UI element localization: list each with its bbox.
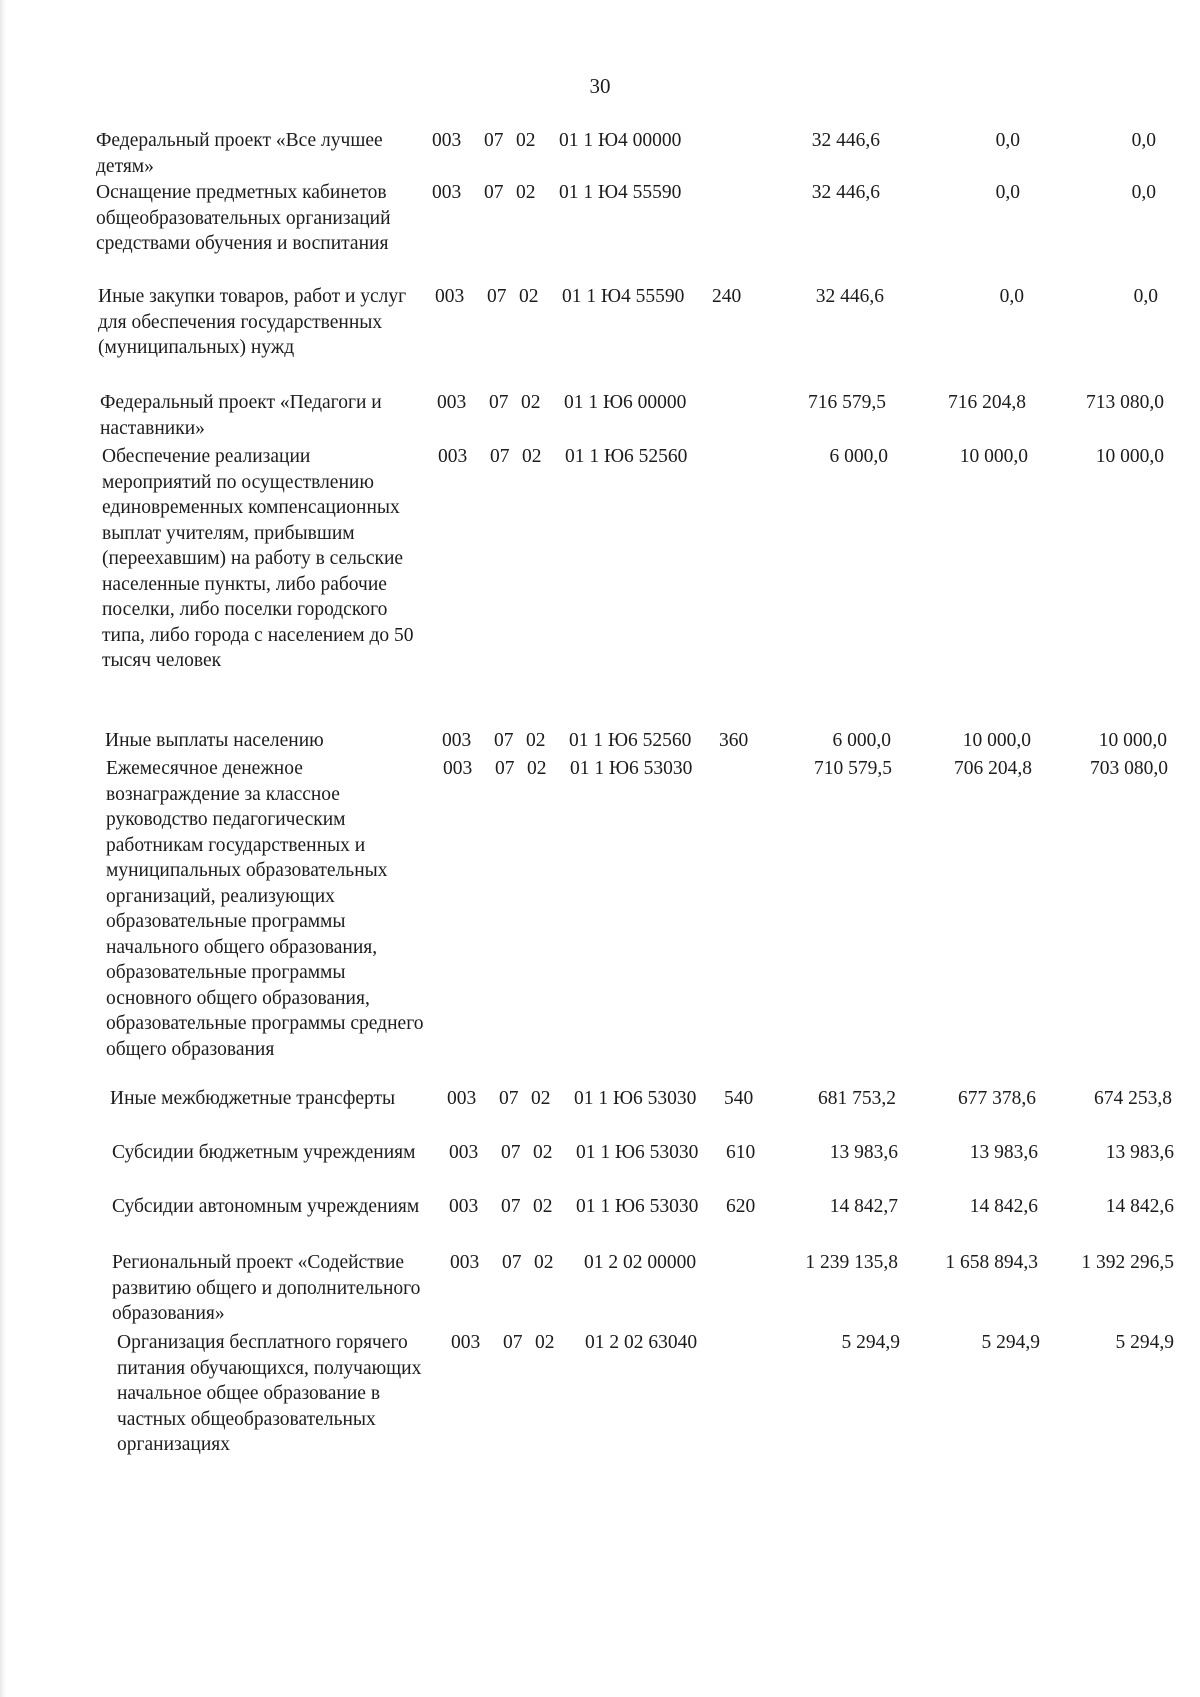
table-row (105, 728, 1200, 756)
amount-2027: 10 000,0 (1098, 730, 1167, 751)
table-row (102, 444, 1200, 728)
ministry-code: 003 (451, 1332, 481, 1353)
section-code: 07 (501, 1142, 521, 1163)
target-article: 01 2 02 63040 (585, 1332, 698, 1353)
table-row (112, 1194, 1200, 1250)
amount-2026: 1 658 894,3 (945, 1252, 1038, 1273)
ministry-code: 003 (443, 758, 473, 779)
subsection-code: 02 (522, 446, 542, 467)
table-row (106, 756, 1200, 1086)
amount-2026: 13 983,6 (969, 1142, 1038, 1163)
amount-2025: 710 579,5 (814, 758, 892, 779)
ministry-code: 003 (438, 446, 468, 467)
row-name: Иные выплаты населению (105, 730, 324, 751)
subsection-code: 02 (519, 286, 539, 307)
expense-type: 610 (726, 1142, 756, 1163)
amount-2027: 0,0 (1131, 130, 1156, 151)
amount-2025: 13 983,6 (829, 1142, 898, 1163)
row-name: Иные закупки товаров, работ и услуг для обеспечения государственных (муниципальных) нужд (98, 286, 407, 358)
section-code: 07 (494, 730, 514, 751)
section-code: 07 (502, 1252, 522, 1273)
row-name: Обеспечение реализации мероприятий по осуществлению единовременных компенсационных выплат учителям, прибывшим (переехавшим) на работу в сельские населенные пункты, либо рабочие поселки, либо поселки городского типа, либо города с населением до 50 тысяч человек (102, 446, 414, 671)
ministry-code: 003 (449, 1142, 479, 1163)
subsection-code: 02 (526, 730, 546, 751)
target-article: 01 1 Ю4 55590 (562, 286, 685, 307)
table-row (100, 390, 1200, 444)
amount-2025: 1 239 135,8 (805, 1252, 898, 1273)
ministry-code: 003 (432, 130, 462, 151)
amount-2025: 32 446,6 (811, 182, 880, 203)
subsection-code: 02 (516, 130, 536, 151)
amount-2027: 713 080,0 (1086, 392, 1164, 413)
amount-2026: 5 294,9 (981, 1332, 1040, 1353)
amount-2025: 6 000,0 (829, 446, 888, 467)
ministry-code: 003 (450, 1252, 480, 1273)
amount-2025: 32 446,6 (811, 130, 880, 151)
target-article: 01 1 Ю4 55590 (559, 182, 682, 203)
amount-2027: 5 294,9 (1115, 1332, 1174, 1353)
subsection-code: 02 (535, 1332, 555, 1353)
amount-2025: 716 579,5 (808, 392, 886, 413)
amount-2026: 0,0 (995, 182, 1020, 203)
amount-2026: 10 000,0 (962, 730, 1031, 751)
section-code: 07 (484, 182, 504, 203)
amount-2026: 706 204,8 (954, 758, 1032, 779)
row-name: Организация бесплатного горячего питания обучающихся, получающих начальное общее образование в частных общеобразовательных организациях (117, 1332, 422, 1455)
amount-2025: 14 842,7 (829, 1196, 898, 1217)
table-row (112, 1250, 1200, 1330)
row-name: Субсидии бюджетным учреждениям (112, 1142, 416, 1163)
section-code: 07 (487, 286, 507, 307)
subsection-code: 02 (534, 1252, 554, 1273)
amount-2027: 674 253,8 (1094, 1088, 1172, 1109)
amount-2026: 716 204,8 (948, 392, 1026, 413)
amount-2027: 703 080,0 (1090, 758, 1168, 779)
target-article: 01 1 Ю6 52560 (565, 446, 688, 467)
subsection-code: 02 (533, 1196, 553, 1217)
subsection-code: 02 (533, 1142, 553, 1163)
target-article: 01 1 Ю6 53030 (576, 1196, 699, 1217)
table-row (112, 1140, 1200, 1194)
target-article: 01 2 02 00000 (584, 1252, 697, 1273)
expense-type: 540 (724, 1088, 754, 1109)
subsection-code: 02 (527, 758, 547, 779)
amount-2027: 0,0 (1131, 182, 1156, 203)
subsection-code: 02 (521, 392, 541, 413)
section-code: 07 (499, 1088, 519, 1109)
ministry-code: 003 (442, 730, 472, 751)
amount-2027: 0,0 (1133, 286, 1158, 307)
amount-2027: 1 392 296,5 (1081, 1252, 1174, 1273)
table-row (98, 284, 1200, 390)
amount-2026: 0,0 (995, 130, 1020, 151)
section-code: 07 (495, 758, 515, 779)
target-article: 01 1 Ю6 53030 (576, 1142, 699, 1163)
budget-table (0, 128, 1200, 1490)
row-name: Федеральный проект «Все лучшее детям» (96, 130, 383, 177)
amount-2027: 10 000,0 (1095, 446, 1164, 467)
amount-2025: 32 446,6 (815, 286, 884, 307)
target-article: 01 1 Ю6 52560 (569, 730, 692, 751)
target-article: 01 1 Ю4 00000 (559, 130, 682, 151)
row-name: Региональный проект «Содействие развитию общего и дополнительного образования» (112, 1252, 421, 1324)
row-name: Ежемесячное денежное вознаграждение за классное руководство педагогическим работникам государственных и муниципальных образовательных организаций, реализующих образовательные программы начального общего образования, образовательные программы основного общего образования, образовательные программы среднего общего образования (106, 758, 424, 1060)
ministry-code: 003 (437, 392, 467, 413)
ministry-code: 003 (432, 182, 462, 203)
amount-2025: 6 000,0 (832, 730, 891, 751)
amount-2025: 5 294,9 (841, 1332, 900, 1353)
subsection-code: 02 (531, 1088, 551, 1109)
ministry-code: 003 (447, 1088, 477, 1109)
row-name: Оснащение предметных кабинетов общеобразовательных организаций средствами обучения и воспитания (96, 182, 391, 254)
amount-2025: 681 753,2 (818, 1088, 896, 1109)
amount-2026: 677 378,6 (958, 1088, 1036, 1109)
amount-2027: 13 983,6 (1105, 1142, 1174, 1163)
section-code: 07 (490, 446, 510, 467)
amount-2026: 10 000,0 (959, 446, 1028, 467)
target-article: 01 1 Ю6 53030 (574, 1088, 697, 1109)
ministry-code: 003 (449, 1196, 479, 1217)
table-row (110, 1086, 1200, 1140)
section-code: 07 (489, 392, 509, 413)
expense-type: 620 (726, 1196, 756, 1217)
ministry-code: 003 (435, 286, 465, 307)
amount-2027: 14 842,6 (1105, 1196, 1174, 1217)
subsection-code: 02 (516, 182, 536, 203)
page-number: 30 (589, 74, 611, 98)
row-name: Субсидии автономным учреждениям (112, 1196, 420, 1217)
row-name: Федеральный проект «Педагоги и наставники» (100, 392, 382, 439)
expense-type: 360 (719, 730, 749, 751)
amount-2026: 0,0 (999, 286, 1024, 307)
section-code: 07 (484, 130, 504, 151)
table-row (96, 128, 1200, 180)
amount-2026: 14 842,6 (969, 1196, 1038, 1217)
table-row (96, 180, 1200, 284)
expense-type: 240 (712, 286, 742, 307)
section-code: 07 (503, 1332, 523, 1353)
table-row (117, 1330, 1200, 1490)
target-article: 01 1 Ю6 53030 (570, 758, 693, 779)
section-code: 07 (501, 1196, 521, 1217)
row-name: Иные межбюджетные трансферты (110, 1088, 396, 1109)
target-article: 01 1 Ю6 00000 (564, 392, 687, 413)
